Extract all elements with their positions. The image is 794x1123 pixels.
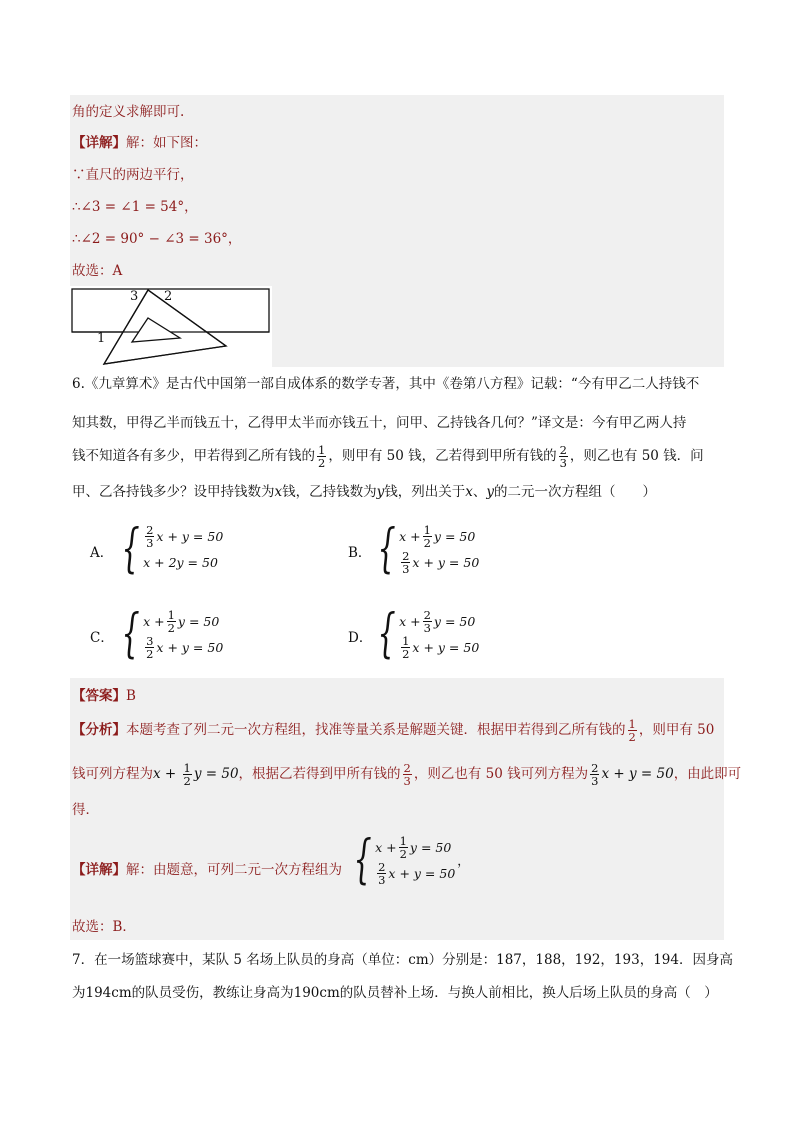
step1-line: ∴∠3 = ∠1 = 54°，: [72, 199, 198, 215]
q6-line3a: 钱不知道各有多少，甲若得到乙所有钱的: [72, 448, 315, 464]
option-a-label[interactable]: A．: [90, 545, 114, 561]
detail-label: 【详解】: [72, 135, 126, 151]
choose-line: 故选：A: [72, 263, 123, 279]
option-c-label[interactable]: C．: [90, 630, 114, 646]
q7-line1: 7．在一场篮球赛中，某队 5 名场上队员的身高（单位：cm）分别是：187，188，192，193，194．因身高: [72, 952, 733, 968]
answer-label: 【答案】: [72, 688, 126, 704]
fig-label-2: 2: [164, 289, 173, 304]
option-b-label[interactable]: B．: [348, 545, 372, 561]
option-b-system[interactable]: { x + $\frac{1}{2}$ y = 50 $\frac{2}{3}$ x + y = 50: [377, 519, 480, 579]
fraction-two-thirds: $\frac{2}{3}$: [559, 443, 567, 470]
detail-text: 解：如下图：: [126, 135, 207, 151]
q6-line2: 知其数，甲得乙半而钱五十，乙得甲太半而亦钱五十，问甲、乙持钱各几何？”译文是：今有甲乙两人持: [72, 415, 687, 431]
analysis-line1: 【分析】本题考查了列二元一次方程组，找准等量关系是解题关键．根据甲若得到乙所有钱的 $\frac{1}{2}$ ，则甲有 50: [72, 717, 715, 744]
q7-line2: 为194cm的队员受伤，教练让身高为190cm的队员替补上场．与换人前相比，换人后场上队员的身高（ ）: [72, 985, 718, 1001]
fraction-half: $\frac{1}{2}$: [318, 443, 326, 470]
q6-line3: [72, 442, 704, 470]
q6-line1: 6.《九章算术》是古代中国第一部自成体系的数学专著，其中《卷第八方程》记载：“今有甲乙二人持钱不: [72, 376, 700, 392]
detail2-line: 【详解】解：由题意，可列二元一次方程组为: [72, 862, 342, 878]
analysis-line3: 得．: [72, 802, 99, 818]
option-d-label[interactable]: D．: [348, 630, 373, 646]
answer-value: B: [126, 688, 136, 704]
analysis-line2: 钱可列方程为x + $\frac{1}{2}$ y = 50，根据乙若得到甲所有钱的 $\frac{2}{3}$ ，则乙也有 50 钱可列方程为 $\frac{2}{3}$ x + y = 50，由此即可: [72, 761, 742, 788]
option-a-system[interactable]: { $\frac{2}{3}$ x + y = 50 x + 2y = 50: [121, 519, 224, 579]
choose2-line: 故选：B．: [72, 919, 136, 935]
solution-tail: 角的定义求解即可.: [72, 104, 185, 120]
option-c-system[interactable]: { x + $\frac{1}{2}$ y = 50 $\frac{3}{2}$ x + y = 50: [121, 604, 224, 664]
reason-line: ∵直尺的两边平行，: [72, 167, 194, 183]
step2-line: ∴∠2 = 90° − ∠3 = 36°，: [72, 231, 242, 247]
fig-label-3: 3: [130, 289, 139, 304]
q6-line3c: ，则乙也有 50 钱．问: [569, 448, 704, 464]
answer-line: [72, 686, 136, 706]
ruler-triangle-figure: [70, 286, 272, 370]
option-d-system[interactable]: { x + $\frac{2}{3}$ y = 50 $\frac{1}{2}$ x + y = 50: [377, 604, 480, 664]
q6-line3b: ，则甲有 50 钱，乙若得到甲所有钱的: [328, 448, 557, 464]
fig-label-1: 1: [97, 331, 106, 346]
detail2-system: { x + $\frac{1}{2}$ y = 50 $\frac{2}{3}$ x + y = 50 ，: [353, 830, 470, 890]
detail-line: [72, 133, 207, 153]
q6-line4: 甲、乙各持钱多少？设甲持钱数为x钱，乙持钱数为y钱，列出关于x、y的二元一次方程组（ ）: [72, 484, 657, 500]
